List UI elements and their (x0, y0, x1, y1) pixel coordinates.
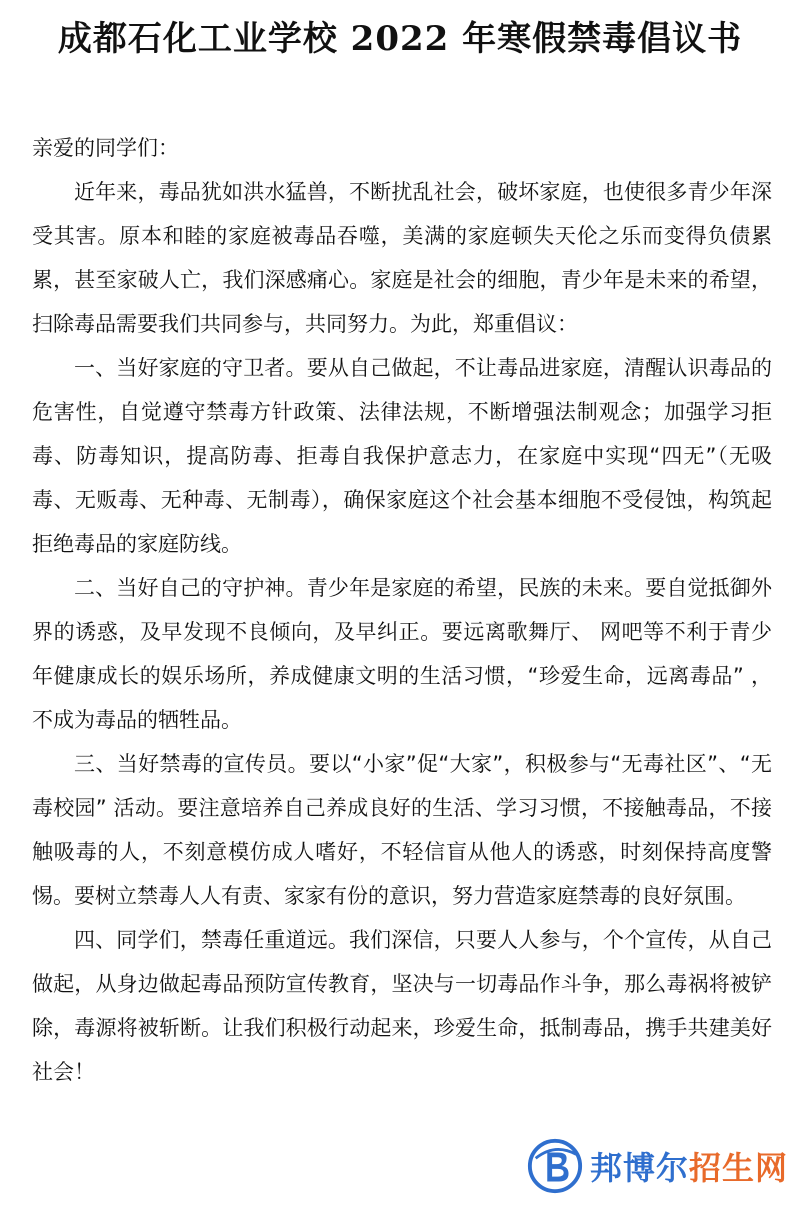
paragraph-point-2: 二、当好自己的守护神。青少年是家庭的希望，民族的未来。要自觉抵御外界的诱惑，及早发现不良倾向，及早纠正。要远离歌舞厅、 网吧等不利于青少年健康成长的娱乐场所，养成健康文明的生活习惯，“珍爱生命，远离毒品” ，不成为毒品的牺牲品。 (32, 576, 772, 732)
paragraph-intro: 近年来，毒品犹如洪水猛兽，不断扰乱社会，破坏家庭，也使很多青少年深受其害。原本和睦的家庭被毒品吞噬，美满的家庭顿失天伦之乐而变得负债累累，甚至家破人亡，我们深感痛心。家庭是社会的细胞，青少年是未来的希望，扫除毒品需要我们共同参与，共同努力。为此，郑重倡议： (32, 180, 772, 336)
page-title: 成都石化工业学校 2022 年寒假禁毒倡议书 (57, 19, 743, 59)
document-body (32, 126, 772, 1094)
watermark-text-part2: 招生网 (688, 1149, 788, 1187)
b-circle-logo-icon (526, 1137, 584, 1195)
paragraph-point-4: 四、同学们，禁毒任重道远。我们深信，只要人人参与，个个宣传，从自己做起，从身边做起毒品预防宣传教育，坚决与一切毒品作斗争，那么毒祸将被铲除，毒源将被斩断。让我们积极行动起来，珍爱生命，抵制毒品，携手共建美好社会！ (32, 928, 772, 1084)
watermark-logo (526, 1137, 788, 1195)
watermark-text (590, 1143, 788, 1189)
watermark-text-part1: 邦博尔 (589, 1149, 689, 1187)
salutation: 亲爱的同学们： (32, 136, 179, 160)
paragraph-point-3: 三、当好禁毒的宣传员。要以“小家”促“大家”，积极参与“无毒社区”、“无毒校园” 活动。要注意培养自己养成良好的生活、学习习惯，不接触毒品，不接触吸毒的人，不刻意模仿成人嗜好，不轻信盲从他人的诱惑，时刻保持高度警惕。要树立禁毒人人有责、家家有份的意识，努力营造家庭禁毒的良好氛围。 (32, 752, 772, 908)
paragraph-point-1: 一、当好家庭的守卫者。要从自己做起，不让毒品进家庭，清醒认识毒品的危害性，自觉遵守禁毒方针政策、法律法规，不断增强法制观念；加强学习拒毒、防毒知识，提高防毒、拒毒自我保护意志力，在家庭中实现“四无”（无吸毒、无贩毒、无种毒、无制毒），确保家庭这个社会基本细胞不受侵蚀，构筑起拒绝毒品的家庭防线。 (32, 356, 772, 556)
